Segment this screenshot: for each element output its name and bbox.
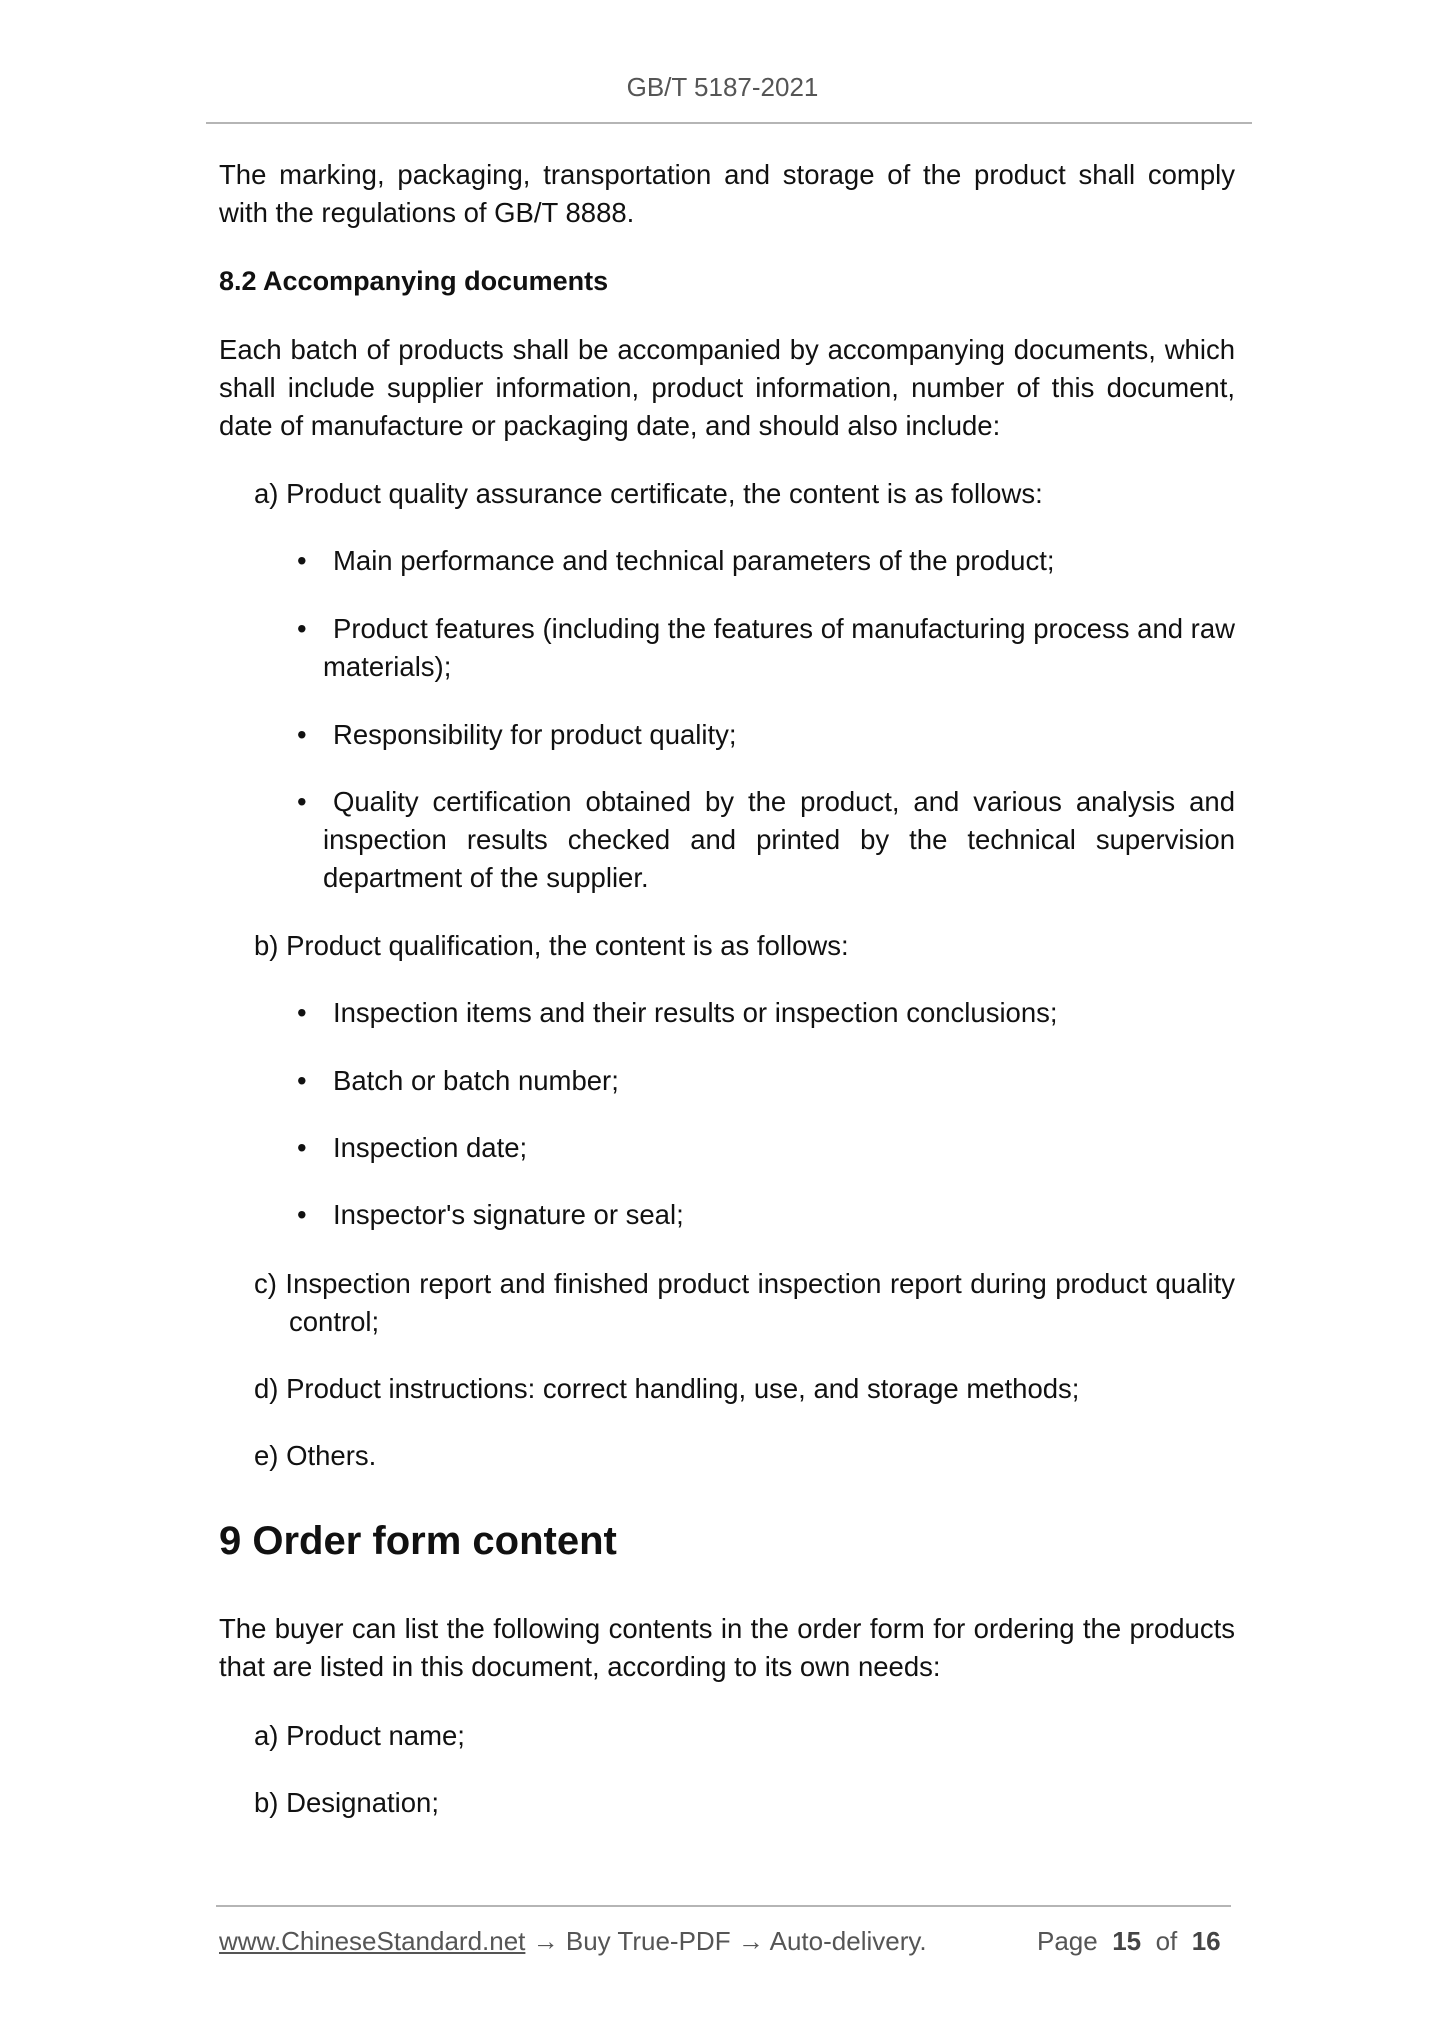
bullet-icon: • xyxy=(297,1132,307,1163)
total-pages: 16 xyxy=(1191,1926,1221,1956)
page-of: of xyxy=(1155,1926,1178,1956)
page-label: Page xyxy=(1037,1926,1098,1956)
footer-buy: Buy True-PDF xyxy=(565,1926,731,1956)
bullet-icon: • xyxy=(297,997,307,1028)
website-link[interactable]: www.ChineseStandard.net xyxy=(219,1926,526,1956)
bullet-item: • Inspection items and their results or inspection conclusions; xyxy=(297,994,1235,1032)
list-item-c-text: c) Inspection report and finished product inspection report during product quality control; xyxy=(254,1268,1235,1337)
list-item-c xyxy=(254,1265,1235,1341)
bullet-item: • Batch or batch number; xyxy=(297,1062,1235,1100)
paragraph-accompanying: Each batch of products shall be accompanied by accompanying documents, which shall include supplier information, product information, number of this document, date of manufacture or packaging date, and should also include: xyxy=(219,334,1235,441)
section-heading-9: 9 Order form content xyxy=(219,1519,617,1563)
header-doc-id: GB/T 5187-2021 xyxy=(626,72,819,102)
bullet-item: • Main performance and technical parameters of the product; xyxy=(297,542,1235,580)
bullet-icon: • xyxy=(297,786,307,817)
order-item-b: b) Designation; xyxy=(254,1787,439,1818)
header-divider xyxy=(206,122,1252,124)
bullet-item: • Product features (including the features of manufacturing process and raw materials); xyxy=(297,610,1235,686)
bullet-icon: • xyxy=(297,613,307,644)
footer-delivery: Auto-delivery. xyxy=(769,1926,927,1956)
footer-divider xyxy=(216,1905,1231,1907)
list-item-a: a) Product quality assurance certificate, the content is as follows: xyxy=(254,478,1043,509)
bullet-item: • Quality certification obtained by the product, and various analysis and inspection results checked and printed by the technical supervision department of the supplier. xyxy=(297,783,1235,897)
paragraph-marking: The marking, packaging, transportation and storage of the product shall comply with the regulations of GB/T 8888. xyxy=(219,159,1235,228)
footer-promo xyxy=(219,1922,927,1960)
order-item-a: a) Product name; xyxy=(254,1720,465,1751)
arrow-right-icon: → xyxy=(532,1926,559,1956)
bullet-icon: • xyxy=(297,1199,307,1230)
bullet-item: • Responsibility for product quality; xyxy=(297,716,1235,754)
bullet-item: • Inspection date; xyxy=(297,1129,1235,1167)
list-item-e: e) Others. xyxy=(254,1440,377,1471)
list-item-b: b) Product qualification, the content is as follows: xyxy=(254,930,849,961)
bullet-item: • Inspector's signature or seal; xyxy=(297,1196,1235,1234)
arrow-right-icon: → xyxy=(737,1926,764,1956)
list-item-d: d) Product instructions: correct handling, use, and storage methods; xyxy=(254,1373,1080,1404)
bullet-icon: • xyxy=(297,719,307,750)
section-heading-8-2: 8.2 Accompanying documents xyxy=(219,266,609,296)
bullet-icon: • xyxy=(297,1065,307,1096)
bullet-icon: • xyxy=(297,545,307,576)
current-page: 15 xyxy=(1112,1926,1142,1956)
page-number xyxy=(1037,1922,1221,1960)
paragraph-order-form: The buyer can list the following contents in the order form for ordering the products that are listed in this document, according to its own needs: xyxy=(219,1613,1235,1682)
